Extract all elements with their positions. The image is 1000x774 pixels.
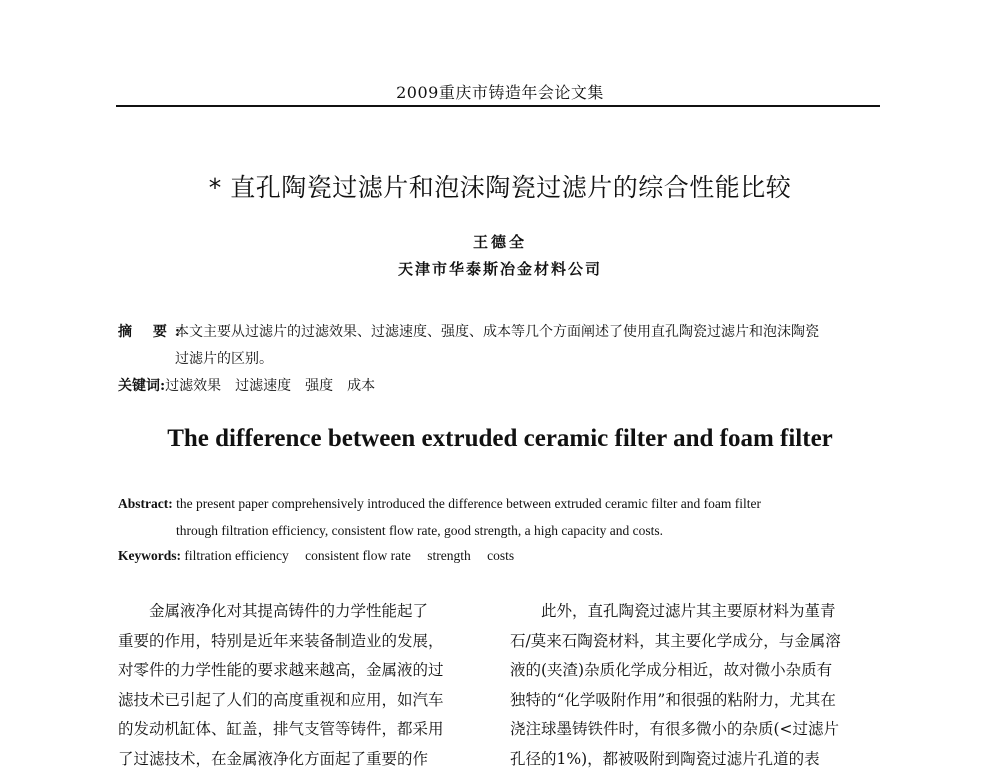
body-line: 液的(夹渣)杂质化学成分相近，故对微小杂质有	[510, 656, 890, 686]
keyword-english: strength	[427, 548, 471, 563]
keywords-english	[118, 546, 527, 566]
keyword-chinese: 强度	[305, 378, 333, 394]
keyword-english: consistent flow rate	[305, 548, 411, 563]
keywords-english-label: Keywords:	[118, 548, 181, 563]
body-line: 对零件的力学性能的要求越来越高，金属液的过	[118, 656, 490, 686]
body-line: 金属液净化对其提高铸件的力学性能起了	[118, 597, 490, 627]
body-line: 孔径的1%)，都被吸附到陶瓷过滤片孔道的表	[510, 745, 890, 774]
keywords-chinese	[118, 375, 389, 397]
author-name: 王德全	[0, 231, 1000, 252]
running-header: 2009重庆市铸造年会论文集	[0, 80, 1000, 103]
body-line: 独特的“化学吸附作用”和很强的粘附力，尤其在	[510, 686, 890, 716]
abstract-chinese-line-2: 过滤片的区别。	[118, 346, 888, 373]
keywords-chinese-label: 关键词:	[118, 378, 165, 394]
body-line: 此外，直孔陶瓷过滤片其主要原材料为堇青	[510, 597, 890, 627]
title-chinese: * 直孔陶瓷过滤片和泡沫陶瓷过滤片的综合性能比较	[0, 168, 1000, 204]
abstract-english	[118, 490, 888, 544]
body-left-column	[118, 597, 490, 774]
keyword-english: filtration efficiency	[184, 548, 288, 563]
body-line: 浇注球墨铸铁件时，有很多微小的杂质(<过滤片	[510, 715, 890, 745]
keyword-chinese: 成本	[347, 378, 375, 394]
author-affiliation: 天津市华泰斯冶金材料公司	[0, 258, 1000, 279]
title-english: The difference between extruded ceramic filter and foam filter	[0, 425, 1000, 453]
body-right-column	[510, 597, 890, 774]
abstract-english-line-1: the present paper comprehensively introduced the difference between extruded ceramic filter and foam filter	[176, 496, 761, 511]
body-line: 滤技术已引起了人们的高度重视和应用，如汽车	[118, 686, 490, 716]
body-line: 石/莫来石陶瓷材料，其主要化学成分，与金属溶	[510, 627, 890, 657]
abstract-english-label: Abstract:	[118, 496, 173, 511]
header-rule	[116, 105, 880, 107]
abstract-chinese	[118, 319, 888, 373]
keyword-english: costs	[487, 548, 514, 563]
abstract-chinese-line-1: 本文主要从过滤片的过滤效果、过滤速度、强度、成本等几个方面阐述了使用直孔陶瓷过滤片和泡沫陶瓷	[118, 319, 888, 346]
body-line: 的发动机缸体、缸盖，排气支管等铸件，都采用	[118, 715, 490, 745]
keyword-chinese: 过滤效果	[165, 378, 221, 394]
keyword-chinese: 过滤速度	[235, 378, 291, 394]
body-line: 重要的作用，特别是近年来装备制造业的发展，	[118, 627, 490, 657]
abstract-chinese-label: 摘 要:	[118, 319, 188, 346]
abstract-english-line-2: through filtration efficiency, consistent flow rate, good strength, a high capacity and costs.	[118, 517, 888, 544]
body-line: 了过滤技术，在金属液净化方面起了重要的作	[118, 745, 490, 774]
